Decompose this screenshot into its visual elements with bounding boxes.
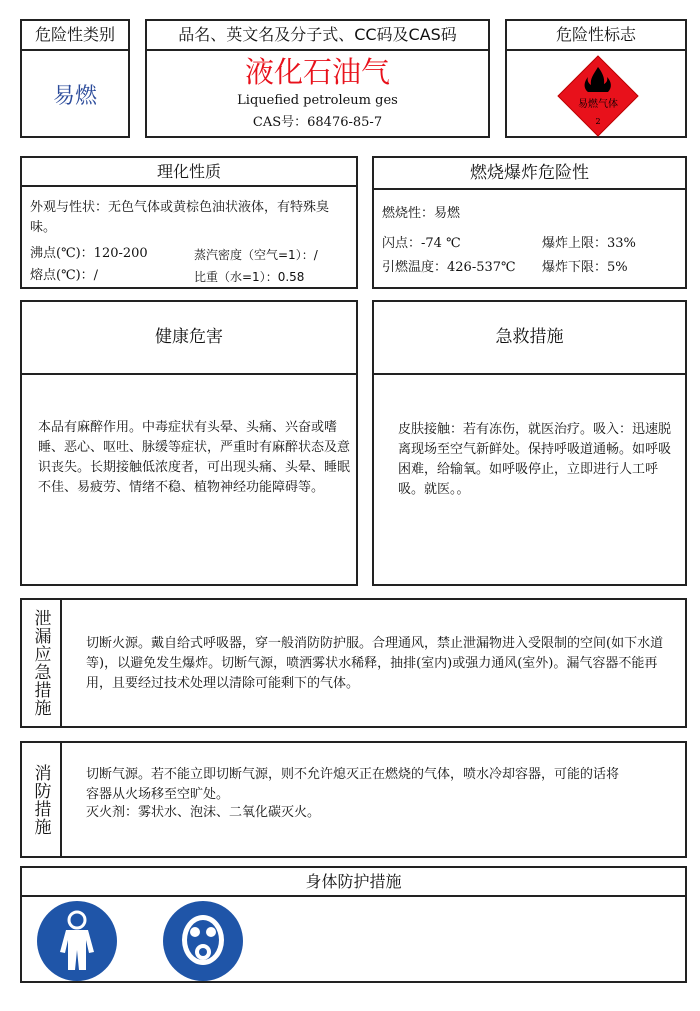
fire-hazard-box [372, 156, 687, 289]
flash-point: 闪点：-74 ℃ [382, 236, 461, 251]
leak-response-box [20, 598, 687, 728]
ppe-header: 身体防护措施 [22, 868, 685, 897]
flammable-gas-sign [557, 55, 639, 137]
fire-hazard-header: 燃烧爆炸危险性 [374, 158, 685, 190]
firefighting-text: 切断气源。若不能立即切断气源，则不允许熄灭正在燃烧的气体，喷水冷却容器，可能的话将容器从火场移至空旷处。 [86, 767, 620, 802]
health-hazard-text: 本品有麻醉作用。中毒症状有头晕、头痛、兴奋或嗜睡、恶心、呕吐、脉缓等症状，严重时有麻醉状态及意识丧失。长期接触低浓度者，可出现头痛、头晕、睡眠不佳、易疲劳、情绪不稳、植物神经功能障碍等。 [38, 420, 351, 495]
protective-suit-icon [36, 900, 118, 982]
leak-response-text: 切断火源。戴自给式呼吸器，穿一般消防防护服。合理通风，禁止泄漏物进入受限制的空间(如下水道等)，以避免发生爆炸。切断气源，喷洒雾状水稀释，抽排(室内)或强力通风(室外)。漏气容器不能再用，且要经过技术处理以清除可能剩下的气体。 [86, 636, 664, 691]
lower-explosion-limit: 爆炸下限：5% [542, 260, 628, 275]
physchem-box [20, 156, 358, 289]
english-name: Liquefied petroleum ges [237, 93, 398, 108]
product-name-box [145, 19, 490, 138]
appearance-text: 外观与性状：无色气体或黄棕色油状液体，有特殊臭味。 [30, 200, 330, 235]
upper-explosion-limit: 爆炸上限：33% [542, 236, 636, 251]
product-name-header: 品名、英文名及分子式、CC码及CAS码 [147, 21, 488, 51]
first-aid-header: 急救措施 [374, 302, 685, 375]
vapor-density: 蒸汽密度（空气=1）：/ [194, 248, 318, 262]
boiling-point: 沸点(℃)：120-200 [30, 246, 148, 261]
hazard-class-header: 危险性类别 [22, 21, 128, 51]
specific-gravity: 比重（水=1）：0.58 [194, 270, 305, 284]
flammability: 燃烧性：易燃 [382, 206, 461, 221]
product-name: 液化石油气 [244, 55, 390, 89]
hazard-sign-header: 危险性标志 [507, 21, 685, 51]
extinguishing-agent: 灭火剂：雾状水、泡沫、二氧化碳灭火。 [86, 805, 321, 820]
hazard-class-value: 易燃 [52, 84, 97, 109]
health-hazard-box [20, 300, 358, 586]
physchem-header: 理化性质 [22, 158, 356, 187]
sign-number: 2 [595, 117, 601, 126]
cas-number: CAS号：68476-85-7 [252, 115, 383, 130]
hazard-class-box [20, 19, 130, 138]
ignition-temperature: 引燃温度：426-537℃ [382, 260, 516, 275]
firefighting-box [20, 741, 687, 858]
sign-text: 易燃气体 [578, 99, 618, 110]
firefighting-title: 消防措施 [22, 743, 62, 856]
ppe-box [20, 866, 687, 983]
melting-point: 熔点(℃)：/ [30, 268, 99, 283]
first-aid-text: 皮肤接触：若有冻伤，就医治疗。吸入：迅速脱离现场至空气新鲜处。保持呼吸道通畅。如呼吸困难，给输氧。如呼吸停止，立即进行人工呼吸。就医。。 [398, 422, 672, 497]
health-hazard-header: 健康危害 [22, 302, 356, 375]
hazard-sign-box [505, 19, 687, 138]
gas-mask-icon [162, 900, 244, 982]
first-aid-box [372, 300, 687, 586]
leak-response-title: 泄漏应急措施 [22, 600, 62, 726]
